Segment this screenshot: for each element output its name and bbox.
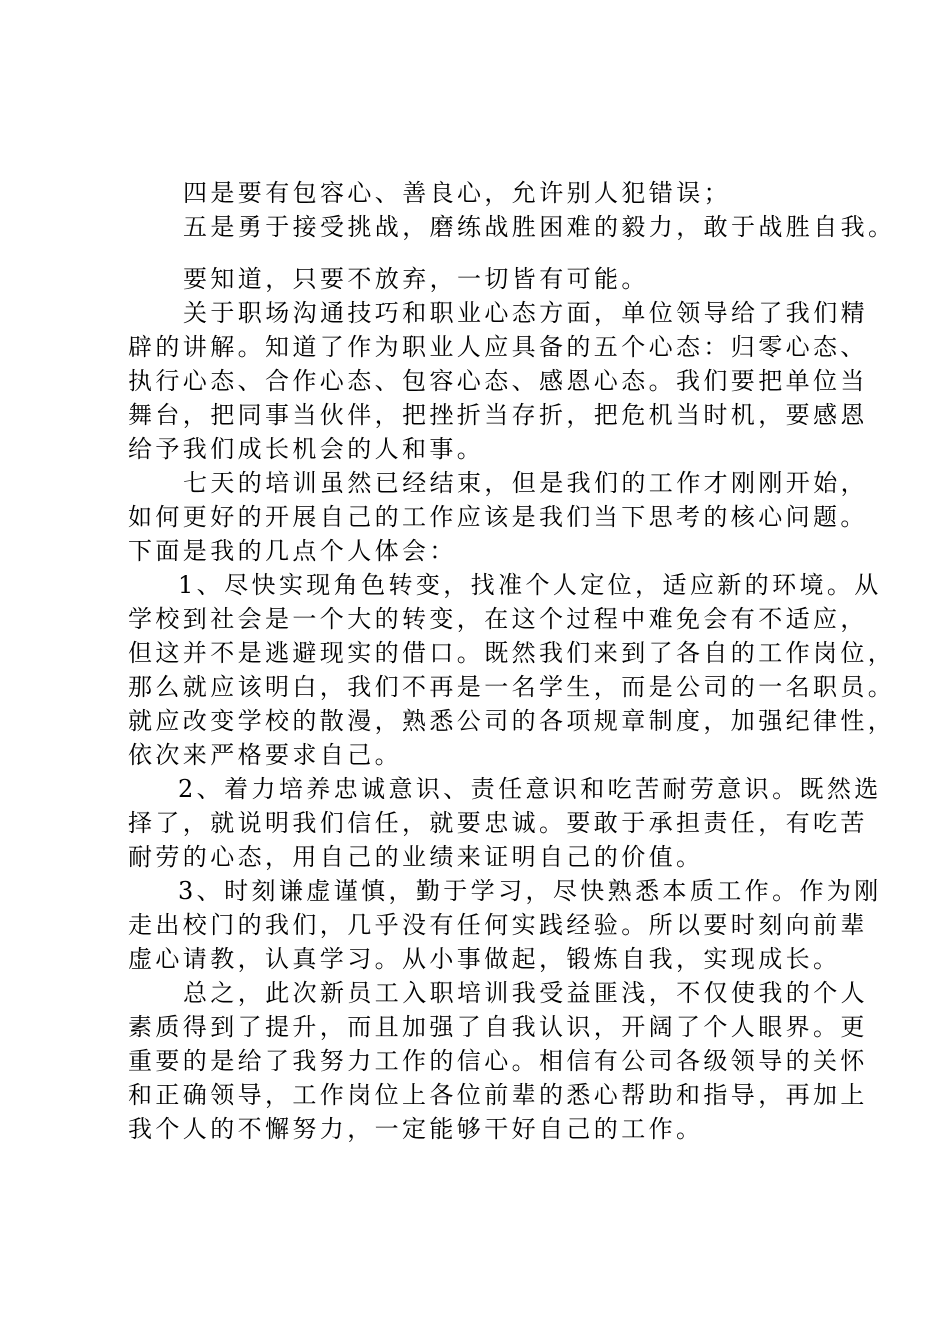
text-line: 但这并不是逃避现实的借口。既然我们来到了各自的工作岗位， (128, 639, 896, 667)
text-line: 3、时刻谦虚谨慎，勤于学习，尽快熟悉本质工作。作为刚 (178, 877, 882, 905)
text-line: 执行心态、合作心态、包容心态、感恩心态。我们要把单位当 (128, 367, 868, 395)
text-line: 五是勇于接受挑战，磨练战胜困难的毅力，敢于战胜自我。 (183, 213, 896, 241)
text-line: 就应改变学校的散漫，熟悉公司的各项规章制度，加强纪律性， (128, 707, 896, 735)
text-line: 关于职场沟通技巧和职业心态方面，单位领导给了我们精 (183, 299, 868, 327)
text-line: 择了，就说明我们信任，就要忠诚。要敢于承担责任，有吃苦 (128, 809, 868, 837)
text-line: 和正确领导，工作岗位上各位前辈的悉心帮助和指导，再加上 (128, 1081, 868, 1109)
text-line: 虚心请教，认真学习。从小事做起，锻炼自我，实现成长。 (128, 945, 841, 973)
text-line: 下面是我的几点个人体会： (128, 537, 457, 565)
text-line: 舞台，把同事当伙伴，把挫折当存折，把危机当时机，要感恩 (128, 401, 868, 429)
text-line: 辟的讲解。知道了作为职业人应具备的五个心态：归零心态、 (128, 333, 868, 361)
text-line: 素质得到了提升，而且加强了自我认识，开阔了个人眼界。更 (128, 1013, 868, 1041)
text-line: 如何更好的开展自己的工作应该是我们当下思考的核心问题。 (128, 503, 868, 531)
text-line: 七天的培训虽然已经结束，但是我们的工作才刚刚开始， (183, 469, 868, 497)
text-line: 要知道，只要不放弃，一切皆有可能。 (183, 265, 649, 293)
text-line: 那么就应该明白，我们不再是一名学生，而是公司的一名职员。 (128, 673, 896, 701)
text-line: 我个人的不懈努力，一定能够干好自己的工作。 (128, 1115, 704, 1143)
text-line: 学校到社会是一个大的转变，在这个过程中难免会有不适应， (128, 605, 868, 633)
text-line: 给予我们成长机会的人和事。 (128, 435, 485, 463)
text-line: 1、尽快实现角色转变，找准个人定位，适应新的环境。从 (178, 571, 882, 599)
text-line: 2、着力培养忠诚意识、责任意识和吃苦耐劳意识。既然选 (178, 775, 882, 803)
text-line: 总之，此次新员工入职培训我受益匪浅，不仅使我的个人 (183, 979, 868, 1007)
text-line: 走出校门的我们，几乎没有任何实践经验。所以要时刻向前辈 (128, 911, 868, 939)
text-line: 耐劳的心态，用自己的业绩来证明自己的价值。 (128, 843, 704, 871)
text-line: 四是要有包容心、善良心，允许别人犯错误； (183, 179, 731, 207)
text-line: 依次来严格要求自己。 (128, 741, 402, 769)
text-line: 重要的是给了我努力工作的信心。相信有公司各级领导的关怀 (128, 1047, 868, 1075)
